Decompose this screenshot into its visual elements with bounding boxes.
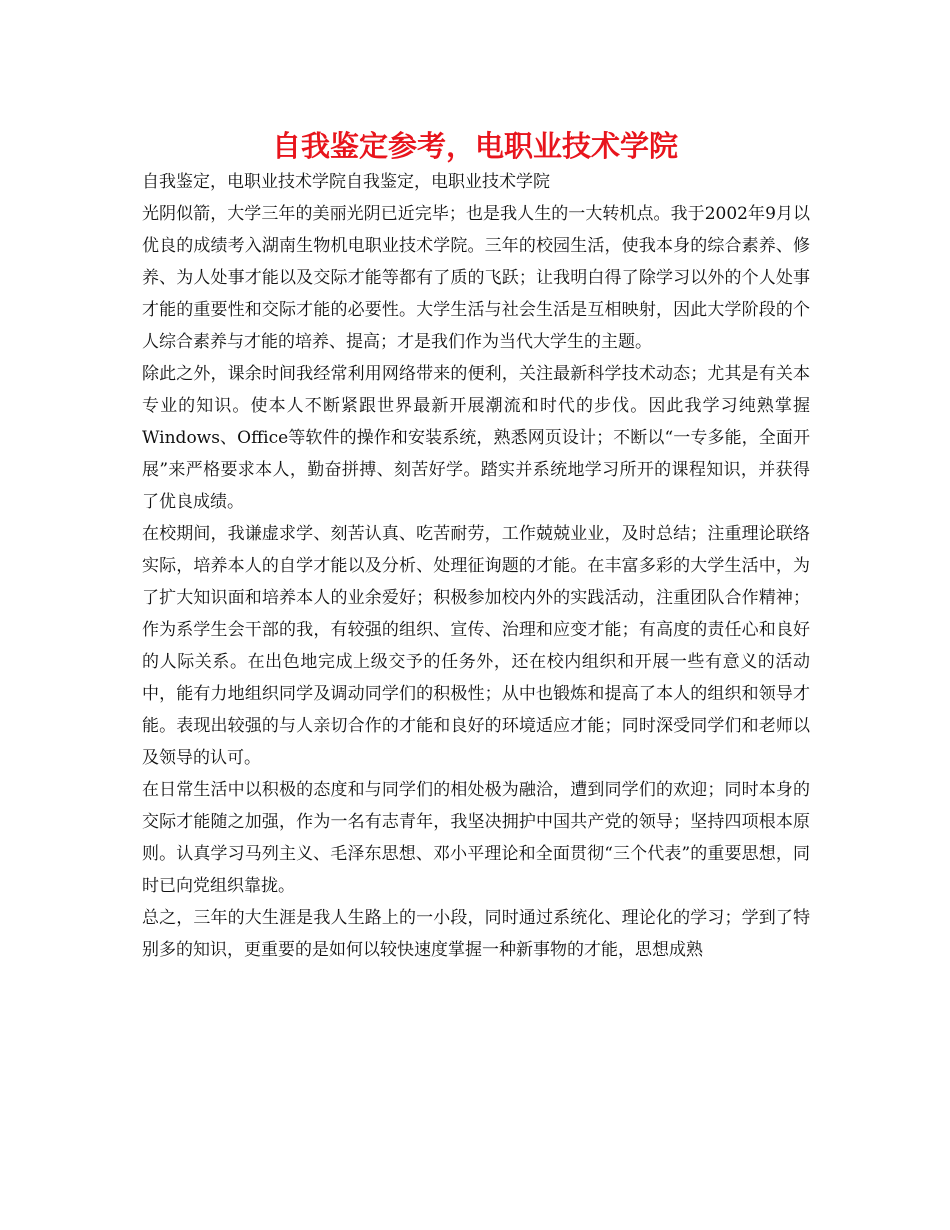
document-title: 自我鉴定参考，电职业技术学院 — [271, 129, 678, 163]
paragraph-2: 除此之外，课余时间我经常利用网络带来的便利，关注最新科学技术动态；尤其是有关本专业的知识。使本人不断紧跟世界最新开展潮流和时代的步伐。因此我学习纯熟掌握Windows、Office等软件的操作和安装系统，熟悉网页设计；不断以“一专多能，全面开展”来严格要求本人，勤奋拼搏、刻苦好学。踏实并系统地学习所开的课程知识，并获得了优良成绩。 — [142, 364, 810, 512]
document-body — [142, 166, 810, 966]
paragraph-subtitle: 自我鉴定，电职业技术学院自我鉴定，电职业技术学院 — [142, 172, 550, 192]
paragraph-5: 总之，三年的大生涯是我人生路上的一小段，同时通过系统化、理论化的学习；学到了特别多的知识，更重要的是如何以较快速度掌握一种新事物的才能，思想成熟 — [142, 908, 810, 960]
paragraph-1: 光阴似箭，大学三年的美丽光阴已近完毕；也是我人生的一大转机点。我于2002年9月以优良的成绩考入湖南生物机电职业技术学院。三年的校园生活，使我本身的综合素养、修养、为人处事才能以及交际才能等都有了质的飞跃；让我明白得了除学习以外的个人处事才能的重要性和交际才能的必要性。大学生活与社会生活是互相映射，因此大学阶段的个人综合素养与才能的培养、提高；才是我们作为当代大学生的主题。 — [142, 204, 810, 352]
paragraph-4: 在日常生活中以积极的态度和与同学们的相处极为融洽，遭到同学们的欢迎；同时本身的交际才能随之加强，作为一名有志青年，我坚决拥护中国共产党的领导；坚持四项根本原则。认真学习马列主义、毛泽东思想、邓小平理论和全面贯彻“三个代表”的重要思想，同时已向党组织靠拢。 — [142, 780, 810, 896]
paragraph-3: 在校期间，我谦虚求学、刻苦认真、吃苦耐劳，工作兢兢业业，及时总结；注重理论联络实际，培养本人的自学才能以及分析、处理征询题的才能。在丰富多彩的大学生活中，为了扩大知识面和培养本人的业余爱好；积极参加校内外的实践活动，注重团队合作精神；作为系学生会干部的我，有较强的组织、宣传、治理和应变才能；有高度的责任心和良好的人际关系。在出色地完成上级交予的任务外，还在校内组织和开展一些有意义的活动中，能有力地组织同学及调动同学们的积极性；从中也锻炼和提高了本人的组织和领导才能。表现出较强的与人亲切合作的才能和良好的环境适应才能；同时深受同学们和老师以及领导的认可。 — [142, 524, 810, 768]
